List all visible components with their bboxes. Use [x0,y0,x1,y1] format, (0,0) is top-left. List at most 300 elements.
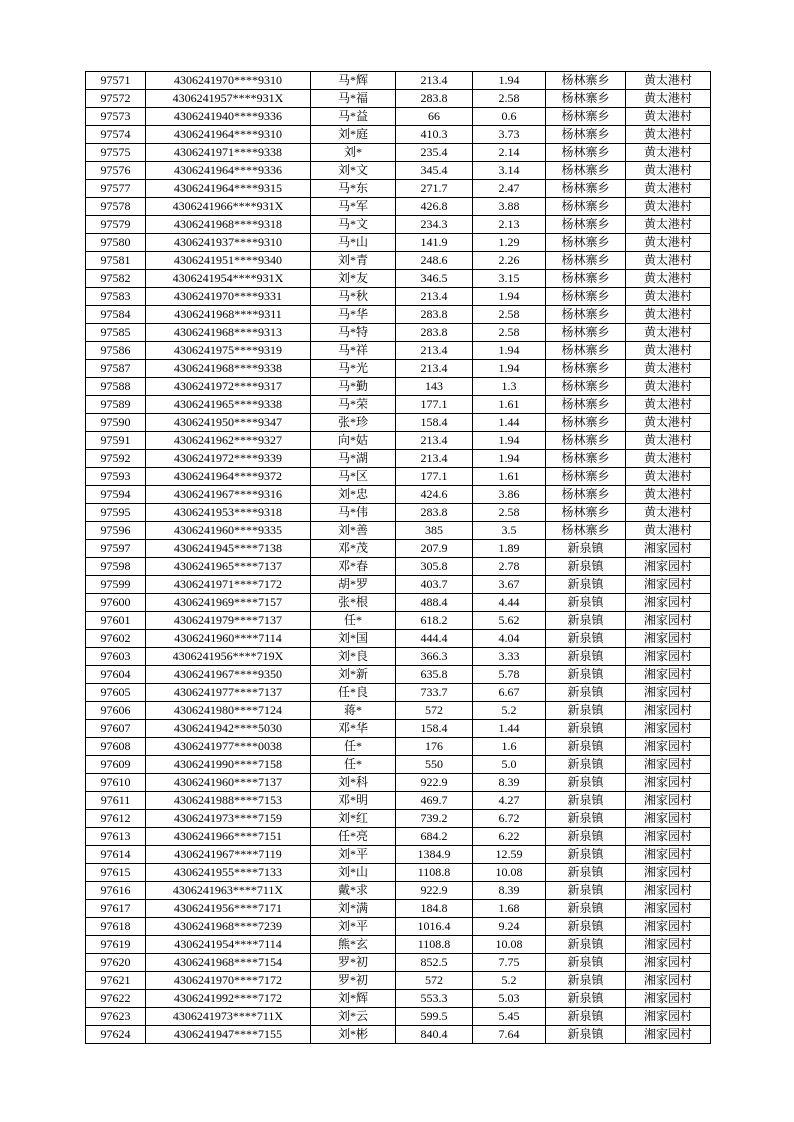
cell-amount: 840.4 [396,1026,473,1044]
cell-id-number: 4306241951****9340 [146,252,311,270]
cell-name: 邓*明 [311,792,396,810]
table-row [86,342,711,360]
cell-area: 2.14 [473,144,546,162]
cell-area: 1.94 [473,360,546,378]
cell-amount: 599.5 [396,1008,473,1026]
cell-serial-number: 97616 [86,882,146,900]
cell-id-number: 4306241980****7124 [146,702,311,720]
cell-amount: 553.3 [396,990,473,1008]
cell-amount: 684.2 [396,828,473,846]
cell-amount: 248.6 [396,252,473,270]
table-row [86,666,711,684]
cell-amount: 283.8 [396,324,473,342]
cell-area: 5.62 [473,612,546,630]
cell-township: 新泉镇 [546,576,626,594]
cell-township: 杨林寨乡 [546,144,626,162]
cell-name: 刘* [311,144,396,162]
cell-id-number: 4306241953****9318 [146,504,311,522]
cell-amount: 424.6 [396,486,473,504]
cell-id-number: 4306241957****931X [146,90,311,108]
cell-serial-number: 97611 [86,792,146,810]
table-row [86,468,711,486]
table-row [86,792,711,810]
cell-village: 黄太港村 [626,144,711,162]
cell-township: 杨林寨乡 [546,504,626,522]
cell-village: 黄太港村 [626,216,711,234]
cell-id-number: 4306241947****7155 [146,1026,311,1044]
cell-amount: 385 [396,522,473,540]
cell-serial-number: 97617 [86,900,146,918]
cell-id-number: 4306241966****931X [146,198,311,216]
cell-amount: 213.4 [396,72,473,90]
cell-township: 新泉镇 [546,756,626,774]
cell-village: 黄太港村 [626,324,711,342]
cell-village: 湘家园村 [626,972,711,990]
cell-name: 马*益 [311,108,396,126]
cell-township: 杨林寨乡 [546,486,626,504]
cell-area: 7.64 [473,1026,546,1044]
cell-serial-number: 97598 [86,558,146,576]
cell-id-number: 4306241954****7114 [146,936,311,954]
cell-village: 黄太港村 [626,414,711,432]
cell-township: 杨林寨乡 [546,468,626,486]
cell-village: 湘家园村 [626,774,711,792]
table-row [86,324,711,342]
cell-name: 刘*国 [311,630,396,648]
cell-name: 刘*红 [311,810,396,828]
cell-name: 马*勤 [311,378,396,396]
cell-name: 马*区 [311,468,396,486]
table-row [86,90,711,108]
table-row [86,612,711,630]
cell-area: 3.15 [473,270,546,288]
cell-serial-number: 97583 [86,288,146,306]
table-row [86,504,711,522]
table-row [86,108,711,126]
cell-name: 马*荣 [311,396,396,414]
cell-name: 马*辉 [311,72,396,90]
cell-serial-number: 97608 [86,738,146,756]
table-row [86,576,711,594]
cell-name: 刘*新 [311,666,396,684]
cell-township: 新泉镇 [546,990,626,1008]
cell-township: 新泉镇 [546,936,626,954]
cell-serial-number: 97599 [86,576,146,594]
cell-area: 1.61 [473,396,546,414]
cell-name: 刘*云 [311,1008,396,1026]
cell-township: 杨林寨乡 [546,288,626,306]
cell-id-number: 4306241966****7151 [146,828,311,846]
cell-area: 5.03 [473,990,546,1008]
table-row [86,630,711,648]
cell-id-number: 4306241945****7138 [146,540,311,558]
cell-serial-number: 97605 [86,684,146,702]
cell-name: 刘*山 [311,864,396,882]
table-row [86,684,711,702]
cell-township: 新泉镇 [546,810,626,828]
cell-township: 新泉镇 [546,648,626,666]
cell-area: 2.78 [473,558,546,576]
cell-area: 2.13 [473,216,546,234]
cell-name: 马*光 [311,360,396,378]
cell-amount: 283.8 [396,504,473,522]
cell-serial-number: 97580 [86,234,146,252]
cell-village: 湘家园村 [626,990,711,1008]
cell-area: 3.14 [473,162,546,180]
table-row [86,648,711,666]
cell-area: 1.94 [473,450,546,468]
cell-id-number: 4306241963****711X [146,882,311,900]
cell-village: 黄太港村 [626,396,711,414]
cell-amount: 213.4 [396,288,473,306]
cell-area: 2.58 [473,90,546,108]
cell-village: 湘家园村 [626,918,711,936]
cell-id-number: 4306241968****7239 [146,918,311,936]
cell-township: 新泉镇 [546,540,626,558]
cell-village: 湘家园村 [626,612,711,630]
cell-name: 马*秋 [311,288,396,306]
cell-village: 黄太港村 [626,72,711,90]
cell-id-number: 4306241988****7153 [146,792,311,810]
cell-township: 新泉镇 [546,630,626,648]
cell-township: 杨林寨乡 [546,396,626,414]
cell-amount: 426.8 [396,198,473,216]
cell-serial-number: 97614 [86,846,146,864]
cell-id-number: 4306241971****7172 [146,576,311,594]
cell-village: 黄太港村 [626,360,711,378]
cell-serial-number: 97593 [86,468,146,486]
cell-name: 戴*求 [311,882,396,900]
cell-amount: 635.8 [396,666,473,684]
cell-serial-number: 97597 [86,540,146,558]
cell-serial-number: 97613 [86,828,146,846]
cell-name: 马*文 [311,216,396,234]
cell-name: 刘*庭 [311,126,396,144]
cell-village: 湘家园村 [626,666,711,684]
cell-id-number: 4306241968****9338 [146,360,311,378]
cell-id-number: 4306241954****931X [146,270,311,288]
cell-township: 杨林寨乡 [546,180,626,198]
cell-name: 胡*罗 [311,576,396,594]
cell-amount: 177.1 [396,468,473,486]
cell-serial-number: 97588 [86,378,146,396]
table-body [86,72,711,1044]
cell-village: 湘家园村 [626,900,711,918]
cell-serial-number: 97571 [86,72,146,90]
cell-area: 3.5 [473,522,546,540]
cell-id-number: 4306241970****9310 [146,72,311,90]
cell-area: 1.61 [473,468,546,486]
cell-area: 1.44 [473,414,546,432]
cell-amount: 158.4 [396,720,473,738]
cell-township: 杨林寨乡 [546,522,626,540]
cell-area: 8.39 [473,882,546,900]
cell-serial-number: 97602 [86,630,146,648]
cell-township: 杨林寨乡 [546,90,626,108]
cell-township: 新泉镇 [546,882,626,900]
cell-area: 1.3 [473,378,546,396]
table-row [86,450,711,468]
cell-id-number: 4306241960****7114 [146,630,311,648]
cell-serial-number: 97621 [86,972,146,990]
cell-area: 6.22 [473,828,546,846]
cell-township: 新泉镇 [546,1008,626,1026]
cell-village: 湘家园村 [626,648,711,666]
cell-id-number: 4306241960****9335 [146,522,311,540]
cell-name: 邓*华 [311,720,396,738]
table-row [86,162,711,180]
cell-name: 刘*忠 [311,486,396,504]
cell-area: 3.67 [473,576,546,594]
cell-township: 杨林寨乡 [546,234,626,252]
cell-name: 刘*文 [311,162,396,180]
cell-amount: 618.2 [396,612,473,630]
cell-village: 湘家园村 [626,846,711,864]
cell-name: 刘*友 [311,270,396,288]
table-row [86,702,711,720]
cell-id-number: 4306241977****0038 [146,738,311,756]
cell-name: 熊*玄 [311,936,396,954]
cell-name: 刘*彬 [311,1026,396,1044]
cell-amount: 207.9 [396,540,473,558]
table-row [86,522,711,540]
cell-township: 新泉镇 [546,702,626,720]
cell-village: 黄太港村 [626,504,711,522]
table-row [86,810,711,828]
cell-township: 杨林寨乡 [546,72,626,90]
cell-amount: 733.7 [396,684,473,702]
cell-name: 刘*满 [311,900,396,918]
cell-village: 湘家园村 [626,864,711,882]
cell-village: 湘家园村 [626,576,711,594]
cell-township: 新泉镇 [546,954,626,972]
cell-serial-number: 97607 [86,720,146,738]
cell-name: 邓*茂 [311,540,396,558]
table-row [86,180,711,198]
cell-amount: 572 [396,972,473,990]
cell-township: 杨林寨乡 [546,252,626,270]
cell-township: 新泉镇 [546,900,626,918]
cell-id-number: 4306241964****9336 [146,162,311,180]
cell-serial-number: 97618 [86,918,146,936]
cell-village: 黄太港村 [626,342,711,360]
cell-amount: 141.9 [396,234,473,252]
table-row [86,918,711,936]
cell-area: 4.44 [473,594,546,612]
cell-township: 杨林寨乡 [546,414,626,432]
cell-name: 任* [311,738,396,756]
cell-id-number: 4306241964****9315 [146,180,311,198]
cell-area: 1.68 [473,900,546,918]
cell-area: 5.78 [473,666,546,684]
cell-id-number: 4306241970****7172 [146,972,311,990]
cell-name: 马*华 [311,306,396,324]
cell-area: 10.08 [473,936,546,954]
table-row [86,774,711,792]
cell-area: 3.88 [473,198,546,216]
cell-village: 黄太港村 [626,468,711,486]
cell-amount: 572 [396,702,473,720]
cell-name: 任* [311,756,396,774]
table-row [86,198,711,216]
cell-area: 6.67 [473,684,546,702]
cell-village: 湘家园村 [626,594,711,612]
cell-id-number: 4306241950****9347 [146,414,311,432]
cell-id-number: 4306241972****9317 [146,378,311,396]
cell-serial-number: 97606 [86,702,146,720]
cell-serial-number: 97619 [86,936,146,954]
cell-id-number: 4306241965****9338 [146,396,311,414]
cell-township: 杨林寨乡 [546,198,626,216]
cell-serial-number: 97574 [86,126,146,144]
cell-village: 湘家园村 [626,540,711,558]
cell-area: 12.59 [473,846,546,864]
table-row [86,594,711,612]
table-row [86,234,711,252]
cell-id-number: 4306241965****7137 [146,558,311,576]
cell-township: 新泉镇 [546,738,626,756]
subsidy-table [85,71,711,1044]
table-row [86,252,711,270]
cell-village: 湘家园村 [626,702,711,720]
cell-village: 湘家园村 [626,558,711,576]
cell-name: 张*根 [311,594,396,612]
cell-area: 3.73 [473,126,546,144]
cell-village: 黄太港村 [626,90,711,108]
cell-township: 新泉镇 [546,720,626,738]
cell-serial-number: 97589 [86,396,146,414]
cell-area: 1.94 [473,432,546,450]
table-row [86,936,711,954]
cell-area: 2.58 [473,504,546,522]
cell-township: 新泉镇 [546,774,626,792]
cell-township: 新泉镇 [546,792,626,810]
cell-amount: 922.9 [396,774,473,792]
cell-village: 黄太港村 [626,378,711,396]
cell-township: 杨林寨乡 [546,432,626,450]
cell-id-number: 4306241975****9319 [146,342,311,360]
cell-amount: 66 [396,108,473,126]
cell-village: 湘家园村 [626,1026,711,1044]
table-row [86,720,711,738]
cell-name: 向*姑 [311,432,396,450]
cell-area: 8.39 [473,774,546,792]
cell-amount: 739.2 [396,810,473,828]
cell-area: 2.26 [473,252,546,270]
table-row [86,972,711,990]
table-row [86,954,711,972]
cell-amount: 469.7 [396,792,473,810]
cell-amount: 345.4 [396,162,473,180]
cell-township: 新泉镇 [546,828,626,846]
cell-amount: 444.4 [396,630,473,648]
cell-serial-number: 97604 [86,666,146,684]
cell-name: 刘*科 [311,774,396,792]
cell-serial-number: 97587 [86,360,146,378]
cell-id-number: 4306241971****9338 [146,144,311,162]
table-row [86,72,711,90]
cell-area: 1.89 [473,540,546,558]
cell-village: 黄太港村 [626,288,711,306]
cell-amount: 143 [396,378,473,396]
cell-area: 2.58 [473,324,546,342]
cell-township: 新泉镇 [546,846,626,864]
cell-serial-number: 97575 [86,144,146,162]
cell-id-number: 4306241973****711X [146,1008,311,1026]
cell-serial-number: 97586 [86,342,146,360]
cell-village: 黄太港村 [626,450,711,468]
cell-township: 新泉镇 [546,1026,626,1044]
cell-name: 刘*善 [311,522,396,540]
cell-amount: 922.9 [396,882,473,900]
cell-name: 蒋* [311,702,396,720]
cell-name: 刘*平 [311,846,396,864]
cell-village: 黄太港村 [626,486,711,504]
cell-serial-number: 97577 [86,180,146,198]
cell-name: 马*伟 [311,504,396,522]
cell-id-number: 4306241968****9311 [146,306,311,324]
cell-id-number: 4306241968****9318 [146,216,311,234]
cell-amount: 403.7 [396,576,473,594]
cell-id-number: 4306241973****7159 [146,810,311,828]
cell-village: 黄太港村 [626,126,711,144]
cell-township: 杨林寨乡 [546,360,626,378]
cell-serial-number: 97581 [86,252,146,270]
cell-id-number: 4306241967****9316 [146,486,311,504]
cell-amount: 176 [396,738,473,756]
cell-township: 新泉镇 [546,666,626,684]
cell-amount: 158.4 [396,414,473,432]
table-row [86,486,711,504]
cell-village: 黄太港村 [626,270,711,288]
cell-id-number: 4306241962****9327 [146,432,311,450]
cell-village: 湘家园村 [626,1008,711,1026]
table-row [86,828,711,846]
cell-amount: 346.5 [396,270,473,288]
cell-id-number: 4306241968****7154 [146,954,311,972]
cell-village: 湘家园村 [626,936,711,954]
cell-township: 杨林寨乡 [546,378,626,396]
cell-name: 马*东 [311,180,396,198]
table-row [86,540,711,558]
cell-township: 新泉镇 [546,612,626,630]
cell-area: 5.2 [473,972,546,990]
cell-amount: 213.4 [396,342,473,360]
cell-id-number: 4306241937****9310 [146,234,311,252]
cell-township: 杨林寨乡 [546,450,626,468]
cell-village: 黄太港村 [626,180,711,198]
cell-name: 马*军 [311,198,396,216]
cell-id-number: 4306241942****5030 [146,720,311,738]
cell-amount: 488.4 [396,594,473,612]
cell-serial-number: 97622 [86,990,146,1008]
cell-serial-number: 97590 [86,414,146,432]
cell-township: 杨林寨乡 [546,216,626,234]
table-row [86,144,711,162]
cell-id-number: 4306241967****9350 [146,666,311,684]
cell-area: 5.0 [473,756,546,774]
table-row [86,990,711,1008]
cell-serial-number: 97600 [86,594,146,612]
cell-village: 湘家园村 [626,720,711,738]
cell-village: 湘家园村 [626,756,711,774]
cell-serial-number: 97585 [86,324,146,342]
cell-area: 1.44 [473,720,546,738]
cell-amount: 213.4 [396,450,473,468]
cell-name: 刘*平 [311,918,396,936]
table-row [86,270,711,288]
cell-township: 杨林寨乡 [546,108,626,126]
